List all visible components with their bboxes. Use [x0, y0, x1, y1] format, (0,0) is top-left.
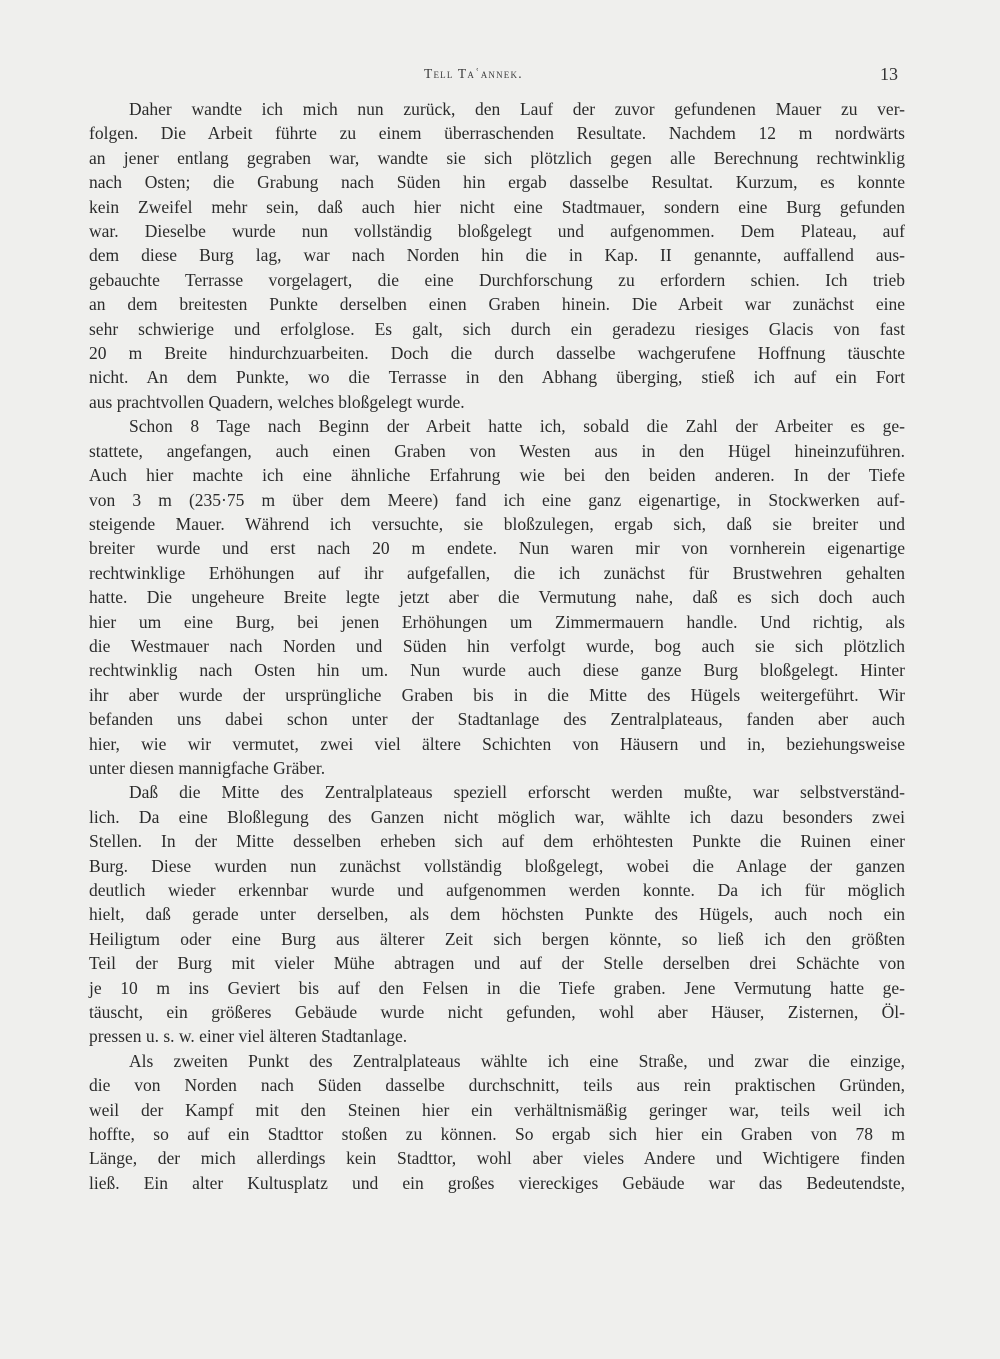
text-line: pressen u. s. w. einer viel älteren Stadtanlage. [89, 1026, 408, 1047]
text-line: hatte. Die ungeheure Breite legte jetzt aber die Vermutung nahe, daß es sich doch auch [89, 587, 905, 608]
text-line: täuscht, ein größeres Gebäude wurde nicht gefunden, wohl aber Häuser, Zisternen, Öl- [89, 1002, 905, 1023]
text-line: Länge, der mich allerdings kein Stadttor, wohl aber vieles Andere und Wichtigere finden [89, 1148, 905, 1169]
text-line: ließ. Ein alter Kultusplatz und ein großes viereckiges Gebäude war das Bedeutendste, [89, 1172, 905, 1193]
text-line: die von Norden nach Süden dasselbe durchschnitt, teils aus rein praktischen Gründen, [89, 1075, 905, 1096]
text-line: Daher wandte ich mich nun zurück, den Lauf der zuvor gefundenen Mauer zu ver- [129, 99, 905, 119]
text-line: unter diesen mannigfache Gräber. [89, 757, 326, 778]
text-line: nach Osten; die Grabung nach Süden hin ergab dasselbe Resultat. Kurzum, es konnte [89, 172, 905, 193]
running-head [0, 64, 1000, 88]
text-line: Teil der Burg mit vieler Mühe abtragen und auf der Stelle derselben drei Schächte von [89, 953, 905, 974]
text-line: aus prachtvollen Quadern, welches bloßgelegt wurde. [89, 391, 465, 412]
paragraph-4 [89, 1049, 905, 1195]
paragraph-1 [89, 97, 905, 414]
text-line: dem diese Burg lag, war nach Norden hin die in Kap. II genannte, auffallend aus- [89, 245, 905, 266]
text-line: die Westmauer nach Norden und Süden hin verfolgt wurde, bog auch sie sich plötzlich [89, 635, 905, 656]
text-line: Auch hier machte ich eine ähnliche Erfahrung wie bei den beiden anderen. In der Tiefe [89, 465, 905, 486]
text-line: stattete, angefangen, auch einen Graben von Westen aus in den Hügel hineinzuführen. [89, 440, 905, 461]
text-line: 20 m Breite hindurchzuarbeiten. Doch die durch dasselbe wachgerufene Hoffnung täuschte [89, 343, 905, 364]
text-line: Burg. Diese wurden nun zunächst vollständig bloßgelegt, wobei die Anlage der ganzen [89, 855, 905, 876]
text-line: Schon 8 Tage nach Beginn der Arbeit hatte ich, sobald die Zahl der Arbeiter es ge- [129, 416, 905, 437]
text-line: nicht. An dem Punkte, wo die Terrasse in den Abhang überging, stieß ich auf ein Fort [89, 367, 905, 388]
text-line: hoffte, so auf ein Stadttor stoßen zu können. So ergab sich hier ein Graben von 78 m [89, 1124, 905, 1145]
text-line: hier, wie wir vermutet, zwei viel ältere Schichten von Häusern und in, beziehungsweise [89, 733, 905, 754]
body-text [89, 97, 905, 1195]
text-line: von 3 m (235·75 m über dem Meere) fand ich eine ganz eigenartige, in Stockwerken auf- [89, 489, 905, 510]
paragraph-2 [89, 414, 905, 780]
text-line: an jener entlang gegraben war, wandte sie sich plötzlich gegen alle Berechnung rechtwinklig [89, 147, 905, 168]
text-line: rechtwinklige Erhöhungen auf ihr aufgefallen, die ich zunächst für Brustwehren gehalten [89, 562, 905, 583]
text-line: sehr schwierige und erfolglose. Es galt, sich durch ein geradezu riesiges Glacis von fast [89, 318, 905, 339]
text-line: breiter wurde und erst nach 20 m endete. Nun waren mir von vornherein eigenartige [89, 538, 905, 559]
text-line: steigende Mauer. Während ich versuchte, sie bloßzulegen, ergab sich, daß sie breiter und [89, 513, 905, 534]
text-line: weil der Kampf mit den Steinen hier ein verhältnismäßig geringer war, teils weil ich [89, 1099, 905, 1120]
text-line: an dem breitesten Punkte derselben einen Graben hinein. Die Arbeit war zunächst eine [89, 294, 905, 315]
text-line: ihr aber wurde der ursprüngliche Graben bis in die Mitte des Hügels weitergeführt. Wir [89, 684, 905, 705]
text-line: gebauchte Terrasse vorgelagert, die eine Durchforschung zu erfordern schien. Ich trieb [89, 269, 905, 290]
text-line: Daß die Mitte des Zentralplateaus speziell erforscht werden mußte, war selbstverständ- [129, 782, 905, 803]
text-line: lich. Da eine Bloßlegung des Ganzen nicht möglich war, wählte ich dazu besonders zwei [89, 806, 905, 827]
paragraph-3 [89, 780, 905, 1048]
text-line: hielt, daß gerade unter derselben, als dem höchsten Punkte des Hügels, auch noch ein [89, 904, 905, 925]
text-line: deutlich wieder erkennbar wurde und aufgenommen werden konnte. Da ich für möglich [89, 880, 905, 900]
page-number: 13 [880, 64, 898, 84]
text-line: Stellen. In der Mitte desselben erheben sich auf dem erhöhtesten Punkte die Ruinen einer [89, 831, 905, 852]
running-title: Tell Taʿannek. [424, 66, 523, 81]
text-line: folgen. Die Arbeit führte zu einem überraschenden Resultate. Nachdem 12 m nordwärts [89, 123, 905, 144]
text-line: befanden uns dabei schon unter der Stadtanlage des Zentralplateaus, fanden aber auch [89, 709, 905, 730]
text-line: hier um eine Burg, bei jenen Erhöhungen um Zimmermauern handle. Und richtig, als [89, 611, 905, 632]
text-line: war. Dieselbe wurde nun vollständig bloßgelegt und aufgenommen. Dem Plateau, auf [89, 221, 905, 242]
text-line: Als zweiten Punkt des Zentralplateaus wählte ich eine Straße, und zwar die einzige, [129, 1050, 905, 1071]
text-line: kein Zweifel mehr sein, daß auch hier nicht eine Stadtmauer, sondern eine Burg gefunden [89, 196, 905, 217]
text-line: je 10 m ins Geviert bis auf den Felsen in die Tiefe graben. Jene Vermutung hatte ge- [89, 977, 905, 998]
text-line: rechtwinklig nach Osten hin um. Nun wurde auch diese ganze Burg bloßgelegt. Hinter [89, 660, 905, 681]
text-line: Heiligtum oder eine Burg aus älterer Zeit sich bergen könnte, so ließ ich den größten [89, 928, 905, 949]
